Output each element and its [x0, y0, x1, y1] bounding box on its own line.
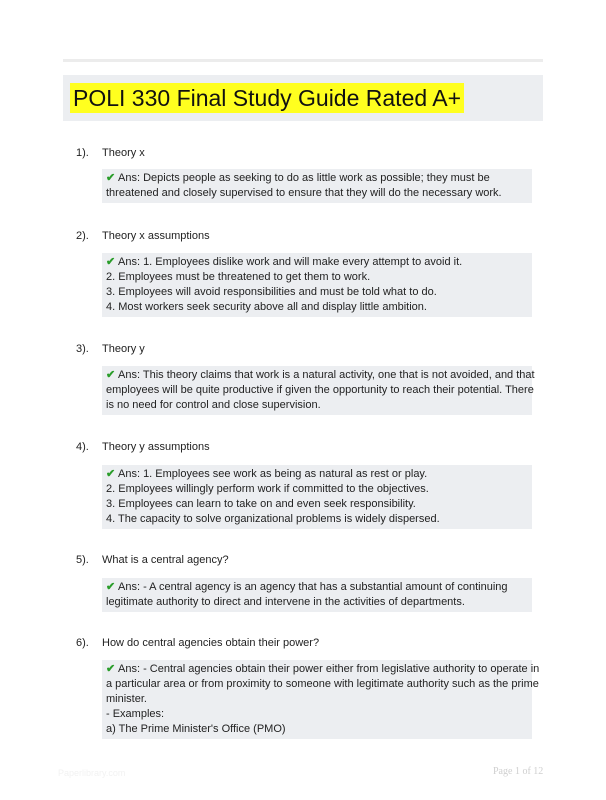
- checkmark-icon: ✔: [106, 256, 116, 268]
- answer-line: a particular area or from proximity to someone with legitimate authority such as the prime: [106, 678, 539, 690]
- question-text: What is a central agency?: [102, 554, 229, 566]
- answer-line: 4. Most workers seek security above all and display little ambition.: [106, 301, 427, 313]
- checkmark-icon: ✔: [106, 468, 116, 480]
- answer-box: [102, 660, 540, 739]
- answer-box: [102, 578, 532, 612]
- page-number: Page 1 of 12: [493, 766, 544, 777]
- title-banner: [63, 75, 543, 121]
- checkmark-icon: ✔: [106, 369, 116, 381]
- answer-line: 2. Employees must be threatened to get them to work.: [106, 271, 371, 283]
- question-text: How do central agencies obtain their power?: [102, 637, 320, 649]
- question-number: 4).: [76, 441, 89, 453]
- checkmark-icon: ✔: [106, 172, 116, 184]
- answer-line: a) The Prime Minister's Office (PMO): [106, 723, 286, 735]
- answer-line: Ans: - Central agencies obtain their power either from legislative authority to operate in: [118, 663, 540, 675]
- question-text: Theory x: [102, 147, 145, 159]
- question-text: Theory x assumptions: [102, 230, 210, 242]
- answer-line: Ans: 1. Employees dislike work and will make every attempt to avoid it.: [118, 256, 463, 268]
- answer-line: 4. The capacity to solve organizational problems is widely dispersed.: [106, 513, 440, 525]
- answer-box: [102, 253, 532, 317]
- question-number: 2).: [76, 230, 89, 242]
- checkmark-icon: ✔: [106, 581, 116, 593]
- document-title: POLI 330 Final Study Guide Rated A+: [70, 83, 464, 113]
- question-number: 6).: [76, 637, 89, 649]
- answer-line: 3. Employees can learn to take on and even seek responsibility.: [106, 498, 416, 510]
- answer-line: employees will be quite productive if given the opportunity to reach their potential. There: [106, 384, 534, 396]
- answer-line: 3. Employees will avoid responsibilities and must be told what to do.: [106, 286, 437, 298]
- answer-box: [102, 366, 535, 415]
- question-text: Theory y assumptions: [102, 441, 210, 453]
- answer-line: 2. Employees willingly perform work if committed to the objectives.: [106, 483, 429, 495]
- answer-box: [102, 169, 532, 203]
- answer-line: is no need for control and close supervision.: [106, 399, 321, 411]
- answer-line: Ans: 1. Employees see work as being as natural as rest or play.: [118, 468, 428, 480]
- answer-line: Ans: - A central agency is an agency that has a substantial amount of continuing: [118, 581, 508, 593]
- question-number: 3).: [76, 343, 89, 355]
- answer-line: - Examples:: [106, 708, 165, 720]
- question-text: Theory y: [102, 343, 145, 355]
- question-number: 5).: [76, 554, 89, 566]
- answer-line: Ans: This theory claims that work is a natural activity, one that is not avoided, and that: [118, 369, 535, 381]
- answer-line: threatened and closely supervised to ensure that they will do the necessary work.: [106, 187, 502, 199]
- footer-site: Paperlibrary.com: [58, 768, 126, 778]
- top-divider: [63, 59, 543, 62]
- answer-box: [102, 465, 532, 529]
- answer-line: Ans: Depicts people as seeking to do as little work as possible; they must be: [118, 172, 490, 184]
- answer-line: legitimate authority to direct and intervene in the activities of departments.: [106, 596, 465, 608]
- answer-line: minister.: [106, 693, 147, 705]
- question-number: 1).: [76, 147, 89, 159]
- checkmark-icon: ✔: [106, 663, 116, 675]
